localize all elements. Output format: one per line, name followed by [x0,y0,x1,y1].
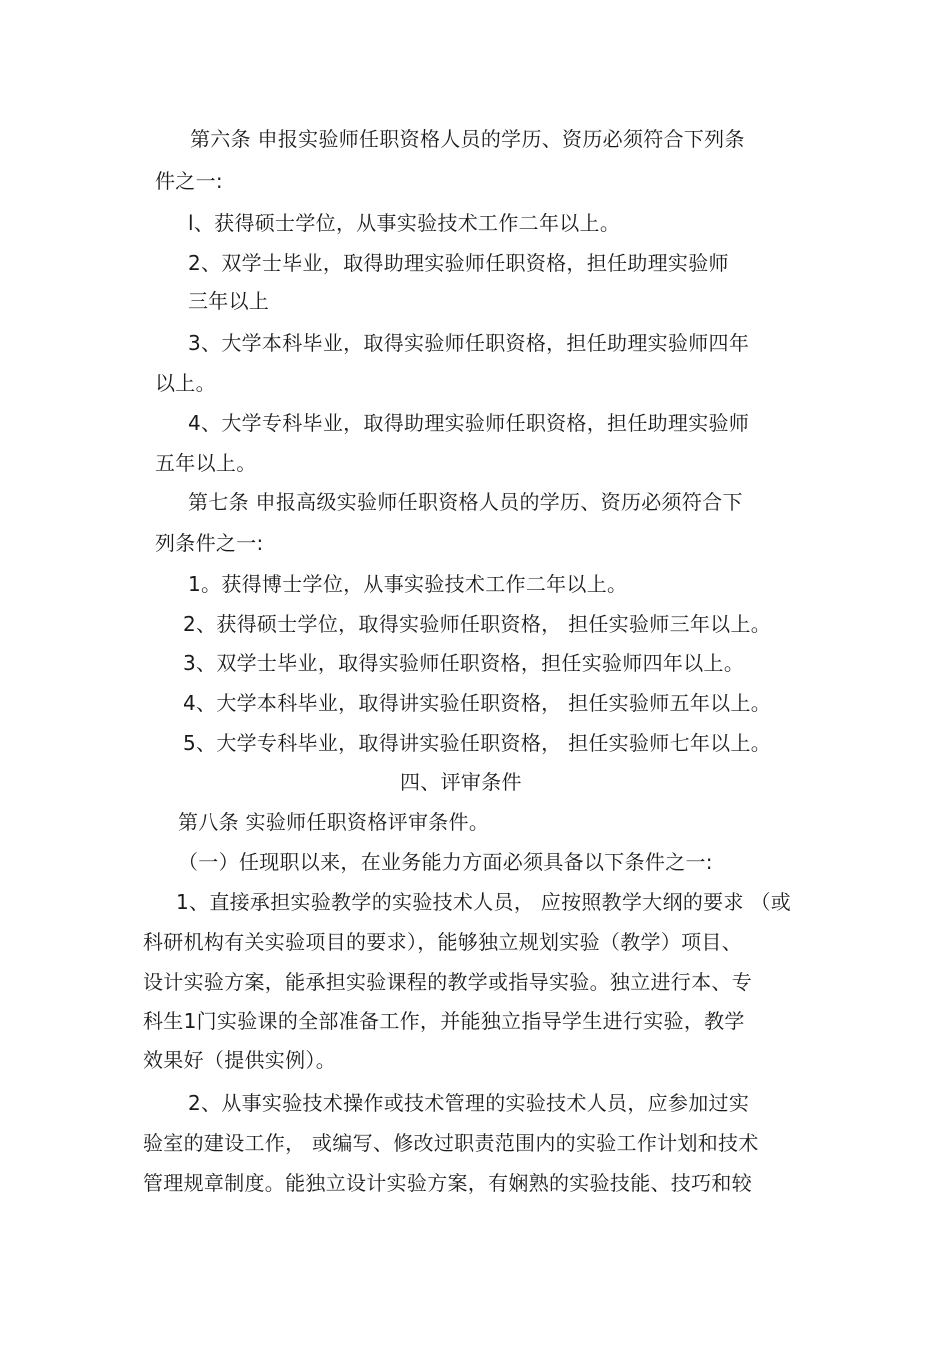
article-6-item-3-line-2: 以上。 [155,371,216,395]
section-4-heading: 四、评审条件 [400,770,522,794]
article-8-item-2-line-2: 验室的建设工作， 或编写、修改过职责范围内的实验工作计划和技术 [143,1131,759,1155]
article-8-item-1-line-2: 科研机构有关实验项目的要求），能够独立规划实验（教学）项目、 [143,930,742,954]
article-7-item-3: 3、双学士毕业，取得实验师任职资格，担任实验师四年以上。 [183,651,745,675]
article-8-item-2-line-3: 管理规章制度。能独立设计实验方案，有娴熟的实验技能、技巧和较 [143,1171,752,1195]
article-6-item-2-line-1: 2、双学士毕业，取得助理实验师任职资格，担任助理实验师 [188,251,729,275]
article-6-item-4-line-2: 五年以上。 [155,451,257,475]
article-6-item-3-line-1: 3、大学本科毕业，取得实验师任职资格，担任助理实验师四年 [188,331,750,355]
article-8-item-1-line-1: 1、直接承担实验教学的实验技术人员， 应按照教学大纲的要求 （或 [176,890,792,914]
article-6-heading-line-1: 第六条 申报实验师任职资格人员的学历、资历必须符合下列条 [190,127,745,151]
article-7-item-5: 5、大学专科毕业，取得讲实验任职资格， 担任实验师七年以上。 [183,731,772,755]
article-7-heading-line-1: 第七条 申报高级实验师任职资格人员的学历、资历必须符合下 [188,490,743,514]
article-8-item-1-line-4: 科生1门实验课的全部准备工作，并能独立指导学生进行实验，教学 [143,1009,745,1033]
article-7-item-4: 4、大学本科毕业，取得讲实验任职资格， 担任实验师五年以上。 [183,691,772,715]
article-8-item-2-line-1: 2、从事实验技术操作或技术管理的实验技术人员，应参加过实 [188,1091,750,1115]
article-8-subsection-1: （一）任现职以来，在业务能力方面必须具备以下条件之一: [178,850,713,874]
article-8-item-1-line-5: 效果好（提供实例）。 [143,1048,336,1072]
article-6-item-1: l、获得硕士学位，从事实验技术工作二年以上。 [188,211,621,235]
article-7-item-1: 1。获得博士学位，从事实验技术工作二年以上。 [188,572,628,596]
article-6-item-2-line-2: 三年以上 [188,289,270,313]
article-8-heading: 第八条 实验师任职资格评审条件。 [178,810,490,834]
article-8-item-1-line-3: 设计实验方案，能承担实验课程的教学或指导实验。独立进行本、专 [143,970,752,994]
article-7-heading-line-2: 列条件之一: [155,531,264,555]
article-7-item-2: 2、获得硕士学位，取得实验师任职资格， 担任实验师三年以上。 [183,612,772,636]
article-6-heading-line-2: 件之一: [155,169,223,193]
article-6-item-4-line-1: 4、大学专科毕业，取得助理实验师任职资格，担任助理实验师 [188,411,750,435]
